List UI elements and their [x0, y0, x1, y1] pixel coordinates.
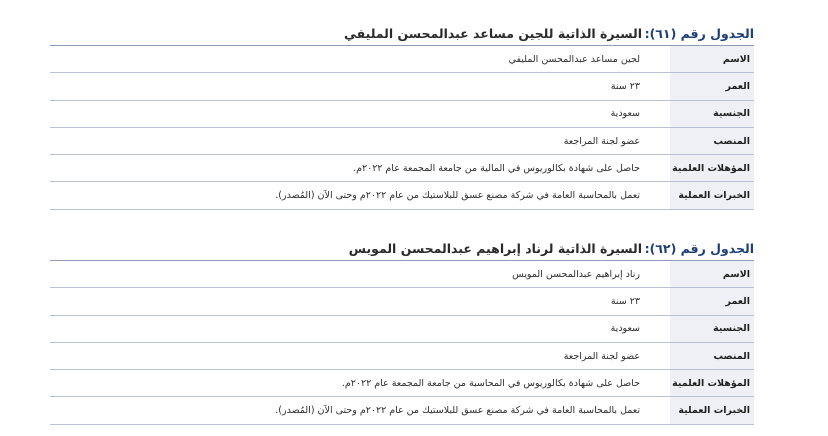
table-caption — [50, 237, 754, 261]
row-key: الجنسية — [670, 316, 754, 342]
row-value: لجين مساعد عبدالمحسن المليفي — [508, 53, 640, 65]
table-row-qualifications — [50, 155, 754, 182]
cv-table-61 — [50, 22, 754, 210]
row-value: سعودية — [610, 323, 640, 335]
table-row-experience — [50, 182, 754, 209]
row-key: المنصب — [670, 128, 754, 154]
table-row-experience — [50, 397, 754, 424]
table-title: السيرة الذاتية لرناد إبراهيم عبدالمحسن المويس — [348, 240, 642, 256]
table-row-position — [50, 128, 754, 155]
row-value: ٢٣ سنة — [610, 295, 640, 307]
table-number-label: الجدول رقم (٦٢): — [644, 240, 754, 256]
row-key: العمر — [670, 73, 754, 99]
table-body — [50, 261, 754, 425]
row-key: الجنسية — [670, 101, 754, 127]
row-value: ٢٣ سنة — [610, 80, 640, 92]
table-row-position — [50, 343, 754, 370]
table-row-age — [50, 73, 754, 100]
row-key: الاسم — [670, 46, 754, 72]
table-row-age — [50, 288, 754, 315]
row-key: المنصب — [670, 343, 754, 369]
table-row-name — [50, 46, 754, 73]
row-key: العمر — [670, 288, 754, 314]
row-key: المؤهلات العلمية — [670, 370, 754, 396]
row-value: رناد إبراهيم عبدالمحسن المويس — [512, 268, 640, 280]
row-key: الخبرات العملية — [670, 182, 754, 208]
row-key: الخبرات العملية — [670, 397, 754, 423]
row-key: الاسم — [670, 261, 754, 287]
table-caption — [50, 22, 754, 46]
row-value: سعودية — [610, 108, 640, 120]
table-title: السيرة الذاتية للجين مساعد عبدالمحسن المليفي — [343, 25, 642, 41]
cv-table-62 — [50, 237, 754, 425]
row-value: عضو لجنة المراجعة — [563, 135, 640, 147]
table-row-nationality — [50, 316, 754, 343]
row-key: المؤهلات العلمية — [670, 155, 754, 181]
table-row-qualifications — [50, 370, 754, 397]
table-number-label: الجدول رقم (٦١): — [644, 25, 754, 41]
row-value: تعمل بالمحاسبة العامة في شركة مصنع عسق للبلاستيك من عام ٢٠٢٢م وحتى الآن (المُصدر). — [275, 190, 640, 202]
row-value: حاصل على شهادة بكالوريوس في المحاسبة من جامعة المجمعة عام ٢٠٢٢م. — [341, 377, 640, 389]
row-value: تعمل بالمحاسبة العامة في شركة مصنع عسق للبلاستيك من عام ٢٠٢٢م وحتى الآن (المُصدر). — [275, 405, 640, 417]
table-row-nationality — [50, 101, 754, 128]
table-row-name — [50, 261, 754, 288]
table-body — [50, 46, 754, 210]
row-value: حاصل على شهادة بكالوريوس في المالية من جامعة المجمعة عام ٢٠٢٢م. — [353, 162, 640, 174]
row-value: عضو لجنة المراجعة — [563, 350, 640, 362]
